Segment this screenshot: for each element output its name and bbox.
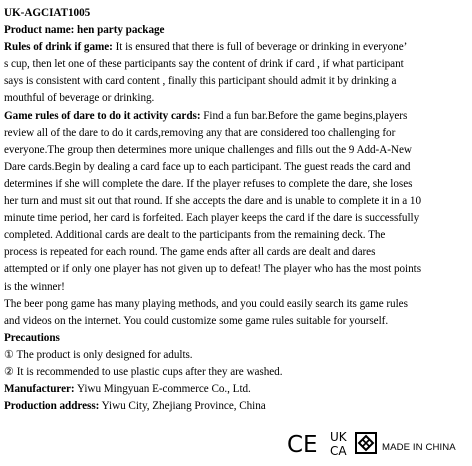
production-address-label: Production address:: [4, 400, 100, 413]
ce-mark-icon: [287, 431, 323, 455]
manufacturer-value: Yiwu Mingyuan E-commerce Co., Ltd.: [74, 383, 251, 396]
production-address-line: [4, 398, 466, 415]
dare-rules-line: [4, 108, 466, 125]
dare-rules-text: Dare cards.Begin by dealing a card face up to each participant. The guest reads the card and: [4, 160, 411, 173]
sku-code: UK-AGCIAT1005: [4, 7, 91, 19]
drink-rules-text: It is ensured that there is full of beverage or drinking in everyone’: [112, 41, 408, 54]
dare-rules-text: completed. Additional cards are dealt to the participants from the remaining deck. The: [4, 229, 386, 242]
beer-pong-text: The beer pong game has many playing methods, and you could easily search its game rules: [4, 297, 408, 310]
manufacturer-label: Manufacturer:: [4, 383, 75, 396]
certification-marks: [287, 428, 456, 458]
product-name-line: [4, 22, 466, 39]
dare-rules-text: process is repeated for each round. The game ends after all cards are dealt and dares: [4, 246, 376, 259]
drink-rules-text: mouthful of beverage or drinking.: [4, 92, 155, 105]
dare-rules-text: Find a fun bar.Before the game begins,players: [200, 109, 408, 122]
precautions-section: [4, 330, 466, 381]
dare-rules-section: [4, 108, 466, 296]
recycling-box-icon: [354, 431, 378, 455]
drink-rules-line: [4, 39, 466, 56]
dare-rules-text: review all of the dare to do it cards,removing any that are considered too challenging for: [4, 126, 396, 139]
dare-rules-text: is the winner!: [4, 280, 65, 293]
svg-text:CA: CA: [330, 444, 347, 457]
manufacturer-line: [4, 381, 466, 398]
precaution-item: ① The product is only designed for adults.: [4, 348, 193, 361]
dare-rules-text: everyone.The group then determines more unique challenges and fills out the 9 Add-A-New: [4, 143, 412, 156]
production-address-value: Yiwu City, Zhejiang Province, China: [99, 400, 266, 413]
dare-rules-text: determines if she will complete the dare. If the player refuses to complete the dare, she loses: [4, 177, 413, 190]
drink-rules-label: Rules of drink if game:: [4, 41, 113, 54]
product-name-label: Product name:: [4, 24, 75, 37]
beer-pong-text: and videos on the internet. You could customize some game rules suitable for yourself.: [4, 314, 389, 327]
drink-rules-text: s cup, then let one of these participants say the content of drink if card , if what participant: [4, 58, 404, 71]
ukca-mark-icon: [329, 429, 351, 457]
product-document: [4, 5, 466, 415]
precaution-item: ② It is recommended to use plastic cups after they are washed.: [4, 365, 283, 378]
made-in-china-label: MADE IN CHINA: [382, 441, 456, 453]
dare-rules-text: her turn and must sit out that round. If she accepts the dare and is unable to complete it in a 10: [4, 195, 422, 208]
svg-text:CE: CE: [287, 432, 318, 455]
precautions-title: Precautions: [4, 331, 60, 344]
drink-rules-section: [4, 39, 466, 107]
svg-text:UK: UK: [330, 430, 347, 444]
product-name-value: hen party package: [74, 24, 165, 37]
drink-rules-text: says is consistent with card content , finally this participant should admit it by drinking a: [4, 75, 397, 88]
dare-rules-text: attempted or if only one player has not given up to defeat! The player who has the most points: [4, 263, 422, 276]
dare-rules-label: Game rules of dare to do it activity cards:: [4, 109, 201, 122]
beer-pong-section: [4, 296, 466, 330]
dare-rules-text: minute time period, her card is forfeited. Each player keeps the card if the dare is successfully: [4, 212, 420, 225]
